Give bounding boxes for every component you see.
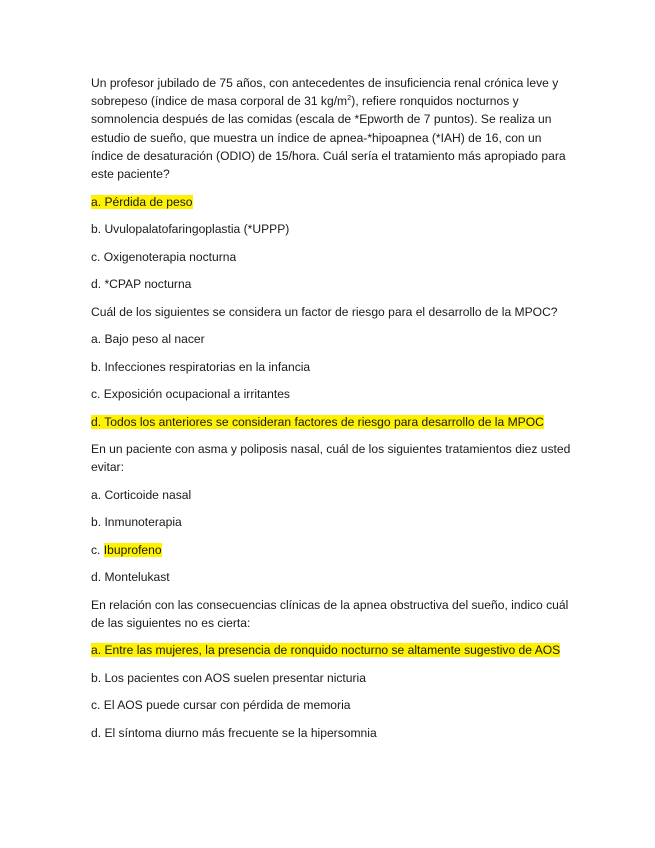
question-3-stem: En un paciente con asma y poliposis nasal, cuál de los siguientes tratamientos diez usted evitar: xyxy=(91,442,571,475)
question-2-option-c: c. Exposición ocupacional a irritantes xyxy=(91,387,290,402)
question-4-option-d: d. El síntoma diurno más frecuente se la hipersomnia xyxy=(91,725,377,740)
highlighted-answer: a. Entre las mujeres, la presencia de ronquido nocturno se altamente sugestivo de AOS xyxy=(91,643,561,658)
question-1-stem-part1: Un profesor jubilado de 75 años, con antecedentes de insuficiencia renal crónica leve y sobrepeso (índice de masa corporal de 31 kg/m xyxy=(91,76,559,109)
document-content xyxy=(91,74,571,751)
question-1-option-d: d. *CPAP nocturna xyxy=(91,277,192,292)
question-1-option-a xyxy=(91,193,571,211)
question-1-stem-part2: ), refiere ronquidos nocturnos y somnolencia después de las comidas (escala de *Epworth de 7 puntos). Se realiza un estudio de sueño, que muestra un índice de apnea-*hipoapnea (*IAH) de 16, con un índice de desaturación (ODIO) de 15/hora. Cuál sería el tratamiento más apropiado para este paciente? xyxy=(91,94,566,182)
question-2-option-a: a. Bajo peso al nacer xyxy=(91,332,205,347)
highlighted-answer: d. Todos los anteriores se consideran factores de riesgo para desarrollo de la MPOC xyxy=(91,414,544,429)
question-1-stem xyxy=(91,74,571,183)
question-4-option-b: b. Los pacientes con AOS suelen presentar nicturia xyxy=(91,670,366,685)
question-2-option-d xyxy=(91,413,571,431)
question-3-option-a: a. Corticoide nasal xyxy=(91,487,192,502)
question-3-option-c xyxy=(91,541,571,559)
question-2-stem: Cuál de los siguientes se considera un factor de riesgo para el desarrollo de la MPOC? xyxy=(91,304,558,319)
question-1-option-b: b. Uvulopalatofaringoplastia (*UPPP) xyxy=(91,222,290,237)
question-4-option-a xyxy=(91,641,571,659)
question-3-option-d: d. Montelukast xyxy=(91,570,170,585)
question-1-stem-superscript: 2 xyxy=(347,93,352,103)
question-4-option-c: c. El AOS puede cursar con pérdida de memoria xyxy=(91,698,351,713)
question-3-option-b: b. Inmunoterapia xyxy=(91,515,182,530)
question-2-option-b: b. Infecciones respiratorias en la infancia xyxy=(91,359,311,374)
question-4-stem: En relación con las consecuencias clínicas de la apnea obstructiva del sueño, indico cuál de las siguientes no es cierta: xyxy=(91,597,569,630)
highlighted-answer: Ibuprofeno xyxy=(103,542,162,557)
question-1-option-c: c. Oxigenoterapia nocturna xyxy=(91,249,237,264)
option-prefix: c. xyxy=(91,542,104,557)
highlighted-answer: a. Pérdida de peso xyxy=(91,194,193,209)
